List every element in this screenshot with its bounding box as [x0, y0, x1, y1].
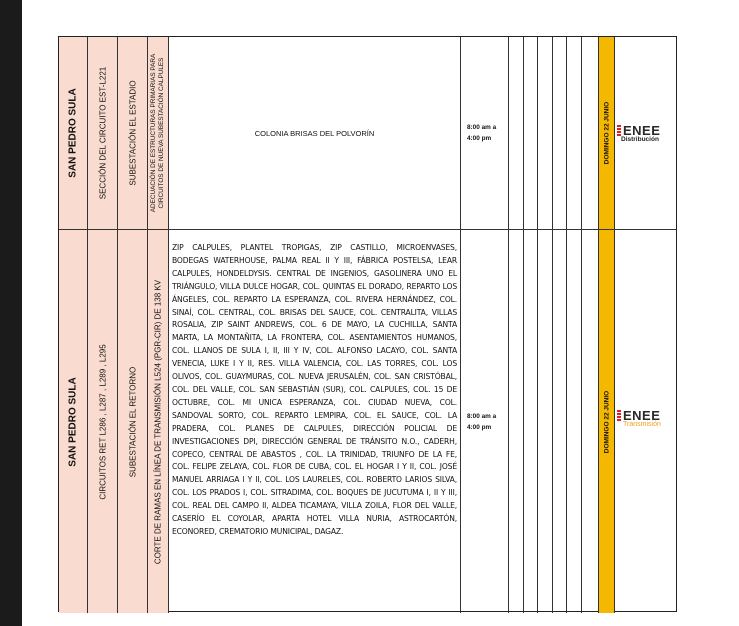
- date-cell: [599, 230, 615, 613]
- logo-sub-text: Transmisión: [623, 421, 661, 428]
- logo-sub-text: Distribución: [621, 136, 659, 143]
- table-row: [59, 230, 676, 613]
- time-range: [467, 411, 496, 433]
- empty-cell: [567, 37, 582, 229]
- logo-cell: [615, 37, 678, 229]
- work-description: CORTE DE RAMAS EN LÍNEA DE TRANSMISIÓN L524 (PGR-CIR) DE 138 KV: [153, 279, 163, 564]
- enee-bars-icon: [617, 125, 621, 136]
- empty-cell: [582, 230, 599, 613]
- empty-cell: [524, 230, 538, 613]
- zones-list-text: ZIP CALPULES, PLANTEL TROPIGAS, ZIP CASTILLO, MICROENVASES, BODEGAS WATERHOUSE, PALMA REAL II Y III, FÁBRICA POSTELSA, LEAR CALPULES, HONDELDYSIS. CENTRAL DE INGENIOS, GASOLINERA UNO EL TRIÁNGULO, VILLA DULCE HOGAR, COL. QUINTAS EL DORADO, REPARTO LOS ÁNGELES, COL. REPARTO LA ESPERANZA, COL. RIVERA HERNÁNDEZ, COL. SINAÍ, COL. CENTRAL, COL. BRISAS DEL SAUCE, COL. CENTRALITA, VILLAS ROSALIA, ZIP SAINT ANDREWS, COL. 6 DE MAYO, LA CUCHILLA, SANTA MARTA, LA MONTAÑITA, LA FRONTERA, COL. ASENTAMIENTOS HUMANOS, COL. LLANOS DE SULA I, II, III Y IV, COL. ALFONSO LACAYO, COL. SANTA VENECIA, LUKE I Y II, RES. VILLA VALENCIA, COL. LAS TORRES, COL. LOS OLIVOS, COL. GUAYMURAS, COL. NUEVA JERUSALÉN, COL. SAN CRISTÓBAL, COL. DEL VALLE, COL. SAN SEBASTIÁN (SUR), COL. CALPULES, COL. 15 DE OCTUBRE, COL. MI UNICA ESPERANZA, COL. CIUDAD NUEVA, COL. SANDOVAL SORTO, COL. REPARTO LEMPIRA, COL. EL SAUCE, COL. LA PRADERA, COL. PLANES DE CALPULES, DIRECCIÓN POLICIAL DE INVESTIGACIONES DPI, DIRECCIÓN GENERAL DE TRÁNSITO N.O., CADERH, COPECO, CENTRAL DE ABASTOS , COL. LA TRINIDAD, TRIUNFO DE LA FE, COL. FELIPE ZELAYA, COL. FLOR DE CUBA, COL. EL HOGAR I Y II, COL. JOSÉ MANUEL ARRIAGA I Y II, COL. LOS LAURELES, COL. ROBERTO LARIOS SILVA, COL. LOS PRADOS I, COL. SITRADIMA, COL. BOQUES DE JUCUTUMA I, II Y III, COL. REAL DEL CAMPO II, ALDEA TICAMAYA, VILLA ZOILA, FLOR DEL VALLE, CASERÍO EL COYOLAR, APARTA HOTEL VILLA NURIA, ASTROCARTÓN, ECONORED, CREMATORIO MUNICIPAL, DAGAZ.: [172, 243, 457, 536]
- logo-main-text: ENEE: [623, 408, 661, 423]
- empty-cell: [538, 37, 553, 229]
- work-cell: [148, 37, 169, 229]
- date-cell: [599, 37, 615, 229]
- time-start: 8:00 am a: [467, 124, 497, 131]
- section-cell: [88, 37, 118, 229]
- work-line-2: CIRCUITOS DE NUEVA SUBESTACIÓN CALPULES: [158, 57, 165, 209]
- time-cell: [461, 230, 509, 613]
- section-label: CIRCUITOS RET L286 , L287 , L289 , L295: [98, 343, 107, 500]
- substation-label: SUBESTACIÓN EL ESTADIO: [128, 80, 137, 186]
- substation-cell: [118, 230, 148, 613]
- section-label: SECCIÓN DEL CIRCUITO EST-L221: [98, 66, 107, 200]
- logo-main-text: ENEE: [623, 123, 661, 138]
- table-row: [59, 37, 676, 230]
- empty-cell: [509, 37, 524, 229]
- empty-cell: [553, 37, 567, 229]
- city-label: SAN PEDRO SULA: [67, 376, 79, 467]
- city-cell: [59, 37, 88, 229]
- empty-cell: [582, 37, 599, 229]
- work-description: [150, 54, 166, 213]
- city-label: SAN PEDRO SULA: [67, 88, 79, 178]
- city-cell: [59, 230, 88, 613]
- substation-label: SUBESTACIÓN EL RETORNO: [128, 366, 137, 477]
- zones-cell: [169, 37, 461, 229]
- time-range: [467, 122, 496, 144]
- time-end: 4:00 pm: [467, 135, 492, 142]
- enee-distribucion-logo: [617, 123, 677, 143]
- time-end: 4:00 pm: [467, 424, 492, 431]
- section-cell: [88, 230, 118, 613]
- work-cell: [148, 230, 169, 613]
- left-dark-margin: [0, 0, 22, 626]
- empty-cell: [509, 230, 524, 613]
- time-start: 8:00 am a: [467, 413, 497, 420]
- logo-cell: [615, 230, 678, 613]
- empty-cell: [524, 37, 538, 229]
- date-label: DOMINGO 22 JUNIO: [603, 101, 610, 165]
- time-cell: [461, 37, 509, 229]
- date-label: DOMINGO 22 JUNIO: [603, 390, 610, 453]
- outage-schedule-table: [58, 36, 677, 612]
- work-line-1: ADECUACIÓN DE ESTRUCTURAS PRIMARIAS PARA: [150, 53, 157, 213]
- enee-transmision-logo: [617, 408, 677, 428]
- zones-cell: [169, 230, 461, 613]
- empty-cell: [553, 230, 567, 613]
- empty-cell: [538, 230, 553, 613]
- enee-bars-icon: [617, 410, 621, 421]
- empty-cell: [567, 230, 582, 613]
- zones-text: COLONIA BRISAS DEL POLVORÍN: [254, 128, 375, 138]
- substation-cell: [118, 37, 148, 229]
